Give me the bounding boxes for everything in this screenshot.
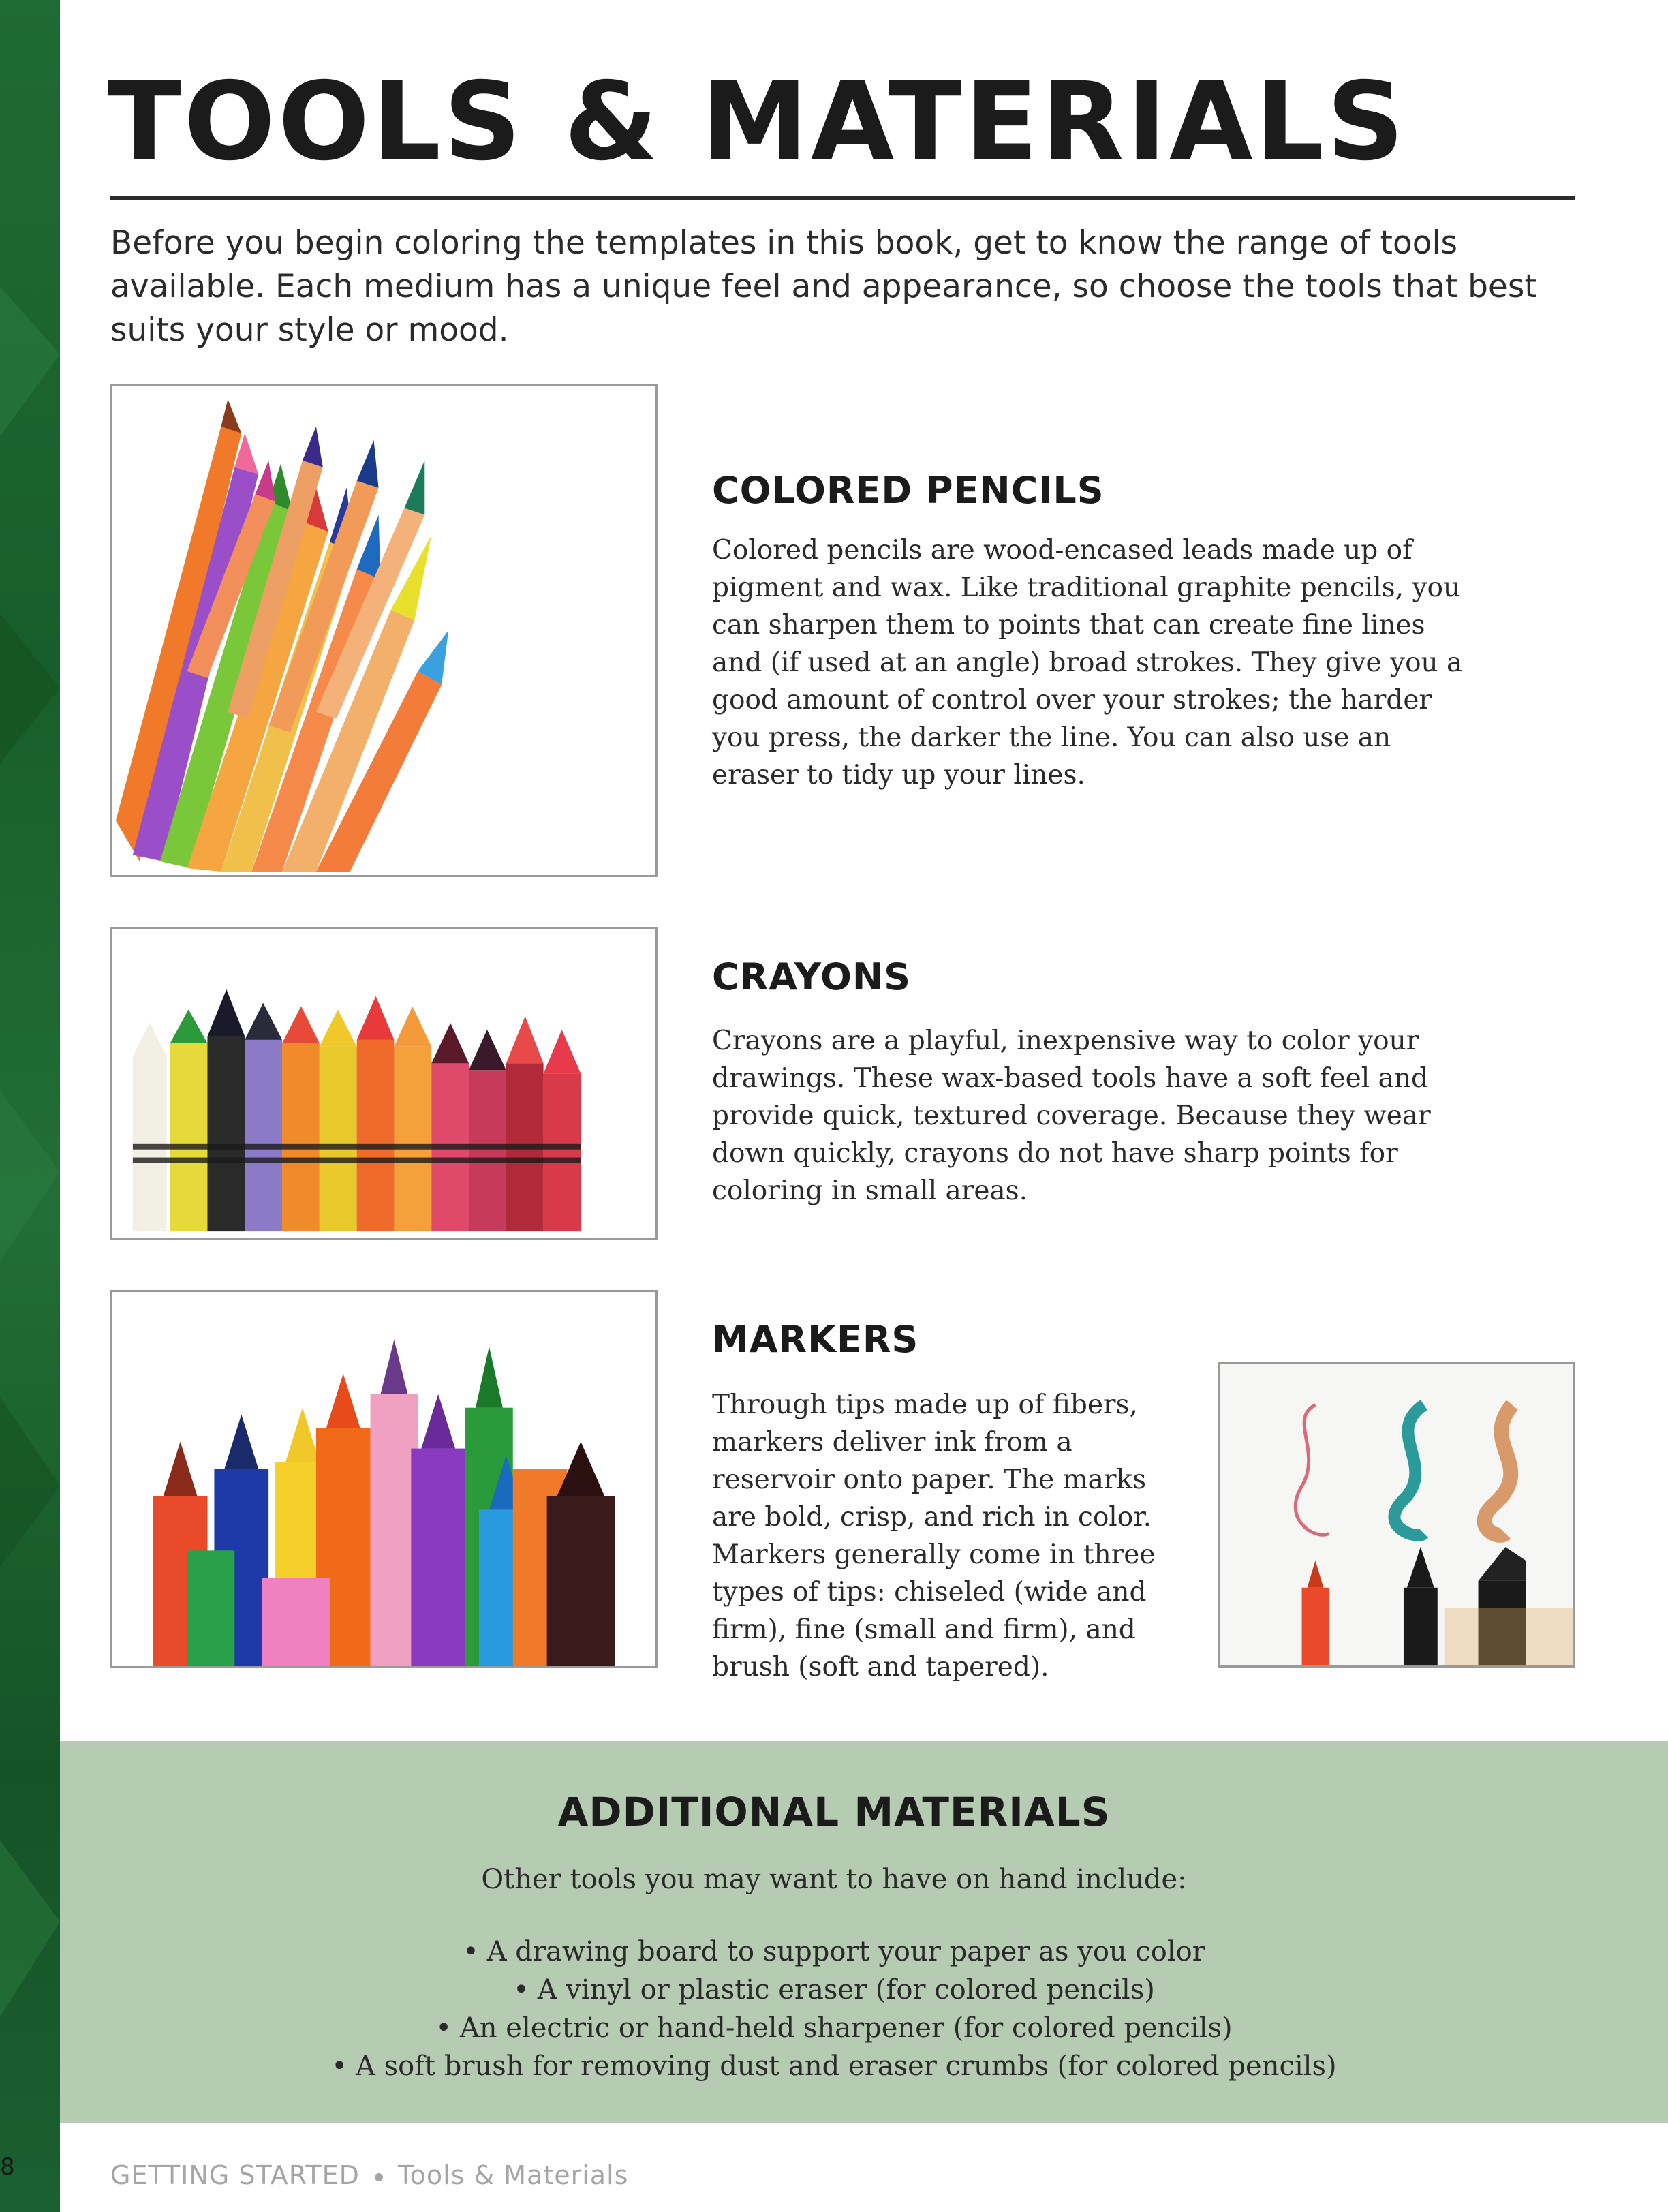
list-item <box>0 1933 1668 1971</box>
list-item-text: An electric or hand-held sharpener (for colored pencils) <box>459 2012 1233 2044</box>
bullet: • <box>331 2050 348 2082</box>
bullet: • <box>435 2012 452 2044</box>
page-number: 8 <box>0 2153 15 2181</box>
title-divider <box>110 196 1575 200</box>
section-heading-markers: MARKERS <box>712 1318 919 1361</box>
section-body-markers: Through tips made up of fibers, markers deliver ink from a reservoir onto paper. The marks are bold, crisp, and rich in color. Markers generally come in three types of tips: chiseled (wide and firm), fine (small and firm), and brush (soft and tapered). <box>712 1389 1156 1683</box>
footer-section: GETTING STARTED <box>110 2160 360 2190</box>
section-body-colored-pencils: Colored pencils are wood-encased leads made up of pigment and wax. Like traditional graphite pencils, you can sharpen them to points that can create fine lines and (if used at an angle) broad strokes. They give you a good amount of control over your strokes; the harder you press, the darker the line. You can also use an eraser to tidy up your lines. <box>712 535 1463 790</box>
page-title: TOOLS & MATERIALS <box>108 59 1407 185</box>
list-item <box>0 2047 1668 2085</box>
footer-separator-dot <box>375 2173 383 2181</box>
intro-paragraph: Before you begin coloring the templates in this book, get to know the range of tools available. Each medium has a unique feel and appearance, so choose the tools that best suits your style or mood. <box>110 224 1537 349</box>
section-heading-crayons: CRAYONS <box>712 955 912 998</box>
markers-photo <box>110 1290 658 1668</box>
colored-pencils-photo <box>110 384 658 877</box>
additional-materials-list <box>0 1933 1668 2085</box>
footer-topic: Tools & Materials <box>397 2160 629 2190</box>
list-item <box>0 2009 1668 2047</box>
bullet: • <box>463 1936 479 1967</box>
list-item-text: A drawing board to support your paper as you color <box>486 1936 1205 1967</box>
crayons-photo <box>110 927 658 1240</box>
section-heading-colored-pencils: COLORED PENCILS <box>712 469 1105 512</box>
additional-materials-heading: ADDITIONAL MATERIALS <box>557 1789 1111 1835</box>
list-item-text: A soft brush for removing dust and eraser crumbs (for colored pencils) <box>355 2050 1337 2082</box>
running-footer <box>110 2160 628 2190</box>
list-item <box>0 1971 1668 2009</box>
bullet: • <box>513 1974 529 2006</box>
section-body-crayons: Crayons are a playful, inexpensive way to color your drawings. These wax-based tools have a soft feel and provide quick, textured coverage. Because they wear down quickly, crayons do not have sharp points for coloring in small areas. <box>712 1026 1431 1206</box>
additional-materials-subtitle: Other tools you may want to have on hand include: <box>481 1864 1187 1895</box>
marker-tips-photo <box>1218 1362 1575 1668</box>
list-item-text: A vinyl or plastic eraser (for colored pencils) <box>537 1974 1155 2006</box>
